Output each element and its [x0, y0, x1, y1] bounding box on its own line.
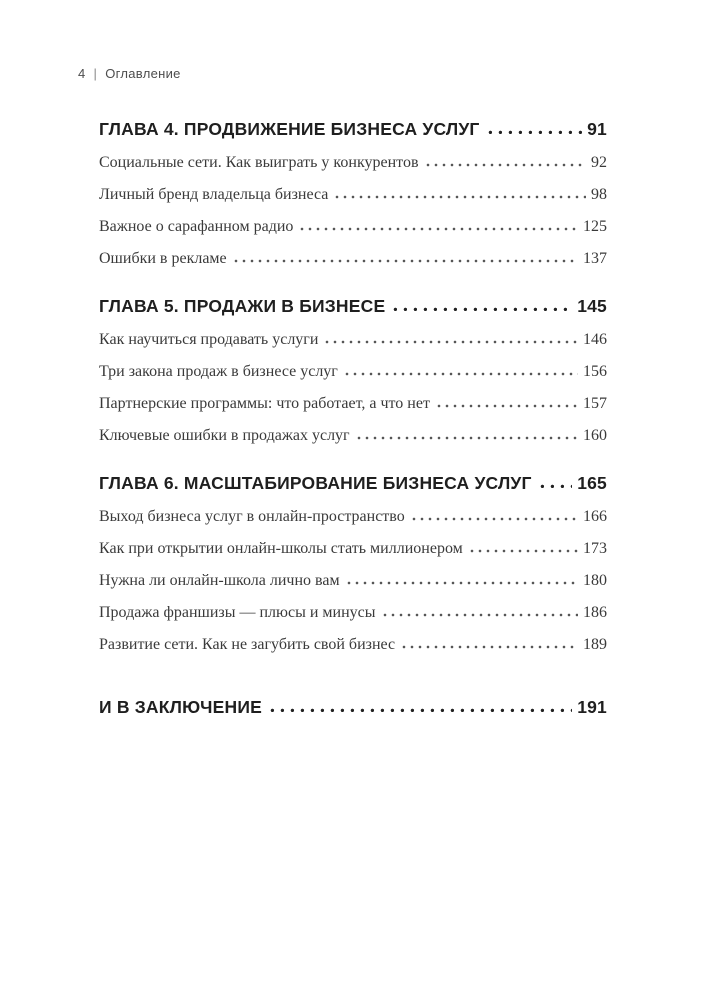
item-title: Партнерские программы: что работает, а что нет	[99, 395, 430, 412]
leader-dots	[335, 195, 586, 199]
item-page-number: 180	[583, 572, 607, 589]
leader-dots	[325, 340, 578, 344]
item-page-number: 98	[591, 186, 607, 203]
item-page-number: 173	[583, 540, 607, 557]
toc-item-row	[99, 571, 607, 590]
leader-dots	[540, 484, 573, 489]
toc-item-row	[99, 153, 607, 172]
toc-item-row	[99, 507, 607, 526]
leader-dots	[437, 404, 578, 408]
toc-chapter-row	[99, 296, 607, 317]
item-page-number: 146	[583, 331, 607, 348]
running-header	[78, 66, 607, 81]
item-title: Социальные сети. Как выиграть у конкурентов	[99, 154, 419, 171]
leader-dots	[357, 436, 578, 440]
toc-item-row	[99, 362, 607, 381]
item-title: Выход бизнеса услуг в онлайн-пространство	[99, 508, 405, 525]
toc-section	[99, 473, 607, 654]
chapter-page-number: 145	[577, 296, 607, 316]
item-title: Ключевые ошибки в продажах услуг	[99, 427, 350, 444]
chapter-title: ГЛАВА 5. ПРОДАЖИ В БИЗНЕСЕ	[99, 296, 386, 316]
toc-item-row	[99, 635, 607, 654]
item-page-number: 189	[583, 636, 607, 653]
item-title: Личный бренд владельца бизнеса	[99, 186, 329, 203]
toc-item-row	[99, 603, 607, 622]
leader-dots	[488, 130, 583, 135]
leader-dots	[234, 259, 578, 263]
item-title: Как научиться продавать услуги	[99, 331, 319, 348]
item-page-number: 156	[583, 363, 607, 380]
leader-dots	[393, 307, 572, 312]
item-title: Три закона продаж в бизнесе услуг	[99, 363, 338, 380]
item-title: Продажа франшизы — плюсы и минусы	[99, 604, 376, 621]
header-title: Оглавление	[105, 66, 181, 81]
item-title: Как при открытии онлайн-школы стать миллионером	[99, 540, 463, 557]
header-divider: |	[93, 66, 98, 81]
item-title: Нужна ли онлайн-школа лично вам	[99, 572, 340, 589]
item-page-number: 186	[583, 604, 607, 621]
leader-dots	[345, 372, 578, 376]
toc-chapter-row	[99, 119, 607, 140]
leader-dots	[470, 549, 578, 553]
toc-chapter-row	[99, 473, 607, 494]
item-page-number: 125	[583, 218, 607, 235]
leader-dots	[347, 581, 578, 585]
closing-page-number: 191	[577, 697, 607, 717]
toc-item-row	[99, 394, 607, 413]
item-page-number: 166	[583, 508, 607, 525]
toc-closing-row	[99, 697, 607, 718]
toc-item-row	[99, 539, 607, 558]
toc-item-row	[99, 185, 607, 204]
toc-item-row	[99, 330, 607, 349]
toc-section	[99, 296, 607, 445]
closing-title: И В ЗАКЛЮЧЕНИЕ	[99, 697, 262, 717]
chapter-title: ГЛАВА 6. МАСШТАБИРОВАНИЕ БИЗНЕСА УСЛУГ	[99, 473, 532, 493]
item-page-number: 92	[591, 154, 607, 171]
toc-item-row	[99, 426, 607, 445]
leader-dots	[300, 227, 578, 231]
item-title: Важное о сарафанном радио	[99, 218, 294, 235]
chapter-title: ГЛАВА 4. ПРОДВИЖЕНИЕ БИЗНЕСА УСЛУГ	[99, 119, 480, 139]
item-page-number: 160	[583, 427, 607, 444]
item-page-number: 157	[583, 395, 607, 412]
item-title: Ошибки в рекламе	[99, 250, 227, 267]
leader-dots	[383, 613, 579, 617]
chapter-page-number: 165	[577, 473, 607, 493]
chapter-page-number: 91	[587, 119, 607, 139]
leader-dots	[270, 708, 572, 713]
item-page-number: 137	[583, 250, 607, 267]
toc-section	[99, 119, 607, 268]
item-title: Развитие сети. Как не загубить свой бизнес	[99, 636, 396, 653]
page-number: 4	[78, 66, 86, 81]
leader-dots	[412, 517, 578, 521]
table-of-contents	[99, 119, 607, 718]
leader-dots	[426, 163, 587, 167]
toc-item-row	[99, 217, 607, 236]
leader-dots	[402, 645, 578, 649]
toc-item-row	[99, 249, 607, 268]
